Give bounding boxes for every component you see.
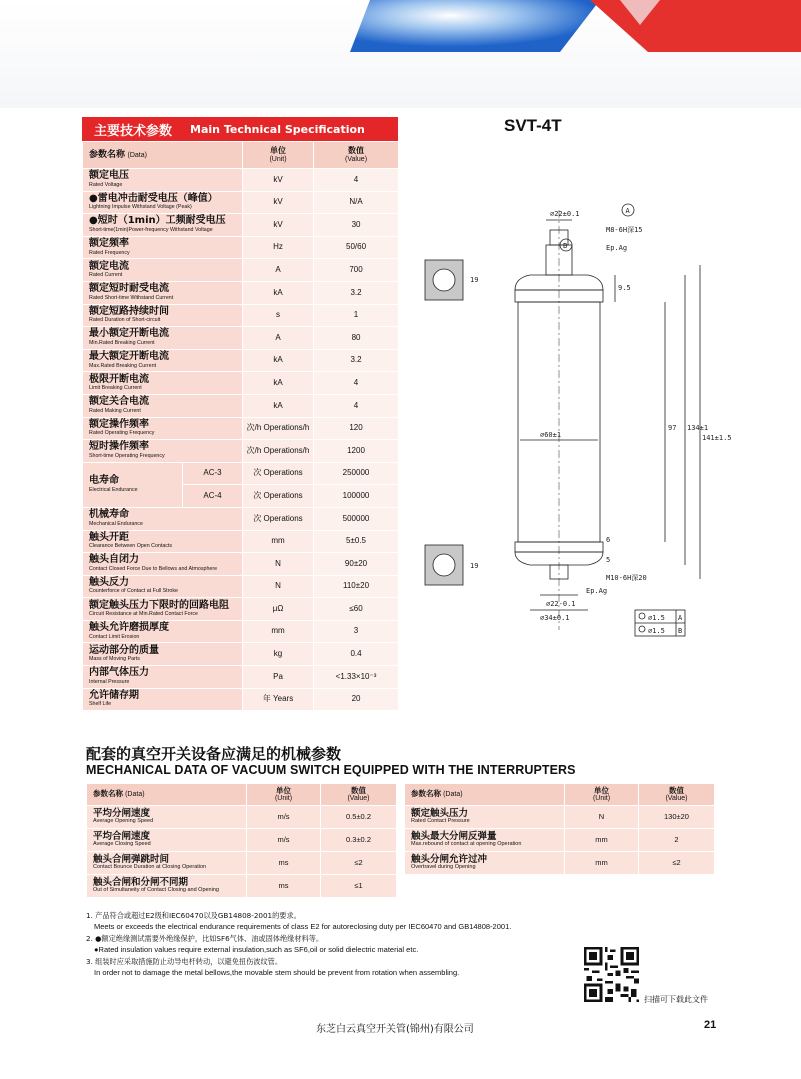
spec-elec-ac4-label: AC-4 bbox=[183, 485, 243, 508]
mech-left-col-value: 数值 (Value) bbox=[321, 784, 397, 806]
mech-row bbox=[87, 829, 397, 852]
mech-unit: ms bbox=[247, 852, 321, 875]
spec-rows-name: 最大额定开断电流 Max.Rated Breaking Current bbox=[83, 349, 243, 372]
spec-rows-name: 额定电压 Rated Voltage bbox=[83, 169, 243, 192]
spec-rows2-value: 90±20 bbox=[314, 553, 399, 576]
spec-rows-row bbox=[83, 394, 399, 417]
mech-row bbox=[87, 875, 397, 898]
spec-header-row bbox=[83, 142, 399, 169]
spec-rows2-value: 0.4 bbox=[314, 643, 399, 666]
spec-rows-unit: kV bbox=[243, 214, 314, 237]
spec-title-en: Main Technical Specification bbox=[190, 122, 365, 136]
mech-name: 额定触头压力 Rated Contact Pressure bbox=[405, 806, 565, 829]
spec-rows-row bbox=[83, 349, 399, 372]
spec-rows-unit: A bbox=[243, 259, 314, 282]
spec-rows2-name: 触头允许磨损厚度 Contact Limit Erosion bbox=[83, 620, 243, 643]
mech-unit: ms bbox=[247, 875, 321, 898]
mech-value: 2 bbox=[639, 829, 715, 852]
spec-rows2-row bbox=[83, 507, 399, 530]
notes bbox=[86, 910, 511, 978]
spec-rows2-name: 触头自闭力 Contact Closed Force Due to Bellows and Atmosphere bbox=[83, 553, 243, 576]
mech-title-cn: 配套的真空开关设备应满足的机械参数 bbox=[86, 745, 342, 763]
spec-col-param: 参数名称 (Data) bbox=[83, 142, 243, 169]
mech-row bbox=[405, 852, 715, 875]
mech-right-header bbox=[405, 784, 715, 806]
spec-rows-row bbox=[83, 259, 399, 282]
dim-d34: ⌀34±0.1 bbox=[540, 614, 570, 622]
dim-5: 5 bbox=[606, 556, 611, 564]
mech-unit: m/s bbox=[247, 829, 321, 852]
mech-unit: mm bbox=[565, 852, 639, 875]
spec-rows2-value: ≤60 bbox=[314, 598, 399, 621]
mech-value: 0.5±0.2 bbox=[321, 806, 397, 829]
spec-elec-ac4-unit: 次 Operations bbox=[243, 485, 314, 508]
mech-name: 触头合闸和分闸不同期 Out of Simultaneity of Contact Closing and Opening bbox=[87, 875, 247, 898]
top-banner bbox=[0, 0, 801, 108]
spec-rows2-name: 运动部分的质量 Mass of Moving Parts bbox=[83, 643, 243, 666]
dim-19-bottom: 19 bbox=[470, 562, 479, 570]
spec-rows2-name: 机械寿命 Mechanical Endurance bbox=[83, 507, 243, 530]
mech-unit: m/s bbox=[247, 806, 321, 829]
mech-row bbox=[87, 806, 397, 829]
spec-rows-name: ●雷电冲击耐受电压（峰值） Lightning Impulse Withstand Voltage (Peak) bbox=[83, 191, 243, 214]
mech-row bbox=[405, 806, 715, 829]
spec-rows2-row bbox=[83, 666, 399, 689]
spec-rows-value: 4 bbox=[314, 372, 399, 395]
dim-9-5: 9.5 bbox=[618, 284, 631, 292]
spec-rows-unit: kA bbox=[243, 372, 314, 395]
spec-rows2-name: 触头开距 Clearance Between Open Contacts bbox=[83, 530, 243, 553]
spec-rows-value: 4 bbox=[314, 169, 399, 192]
spec-rows-unit: 次/h Operations/h bbox=[243, 417, 314, 440]
ep-top: Ep.Ag bbox=[606, 244, 628, 252]
mech-left-header bbox=[87, 784, 397, 806]
spec-rows-name: ●短时（1min）工频耐受电压 Short-time(1min)Power-frequency Withstand Voltage bbox=[83, 214, 243, 237]
thread-top: M8-6H深15 bbox=[606, 226, 643, 234]
mech-name: 平均合闸速度 Average Closing Speed bbox=[87, 829, 247, 852]
dim-6: 6 bbox=[606, 536, 611, 544]
spec-rows-name: 额定频率 Rated Frequency bbox=[83, 236, 243, 259]
spec-col-unit: 单位 (Unit) bbox=[243, 142, 314, 169]
spec-rows-value: 120 bbox=[314, 417, 399, 440]
mech-value: 0.3±0.2 bbox=[321, 829, 397, 852]
datum-b-label: B bbox=[563, 242, 568, 250]
spec-elec-ac3-label: AC-3 bbox=[183, 462, 243, 485]
mech-row bbox=[87, 852, 397, 875]
dim-19-top: 19 bbox=[470, 276, 479, 284]
dim-d22-bottom: ⌀22-0.1 bbox=[546, 600, 576, 608]
dim-141: 141±1.5 bbox=[702, 434, 732, 442]
spec-rows-row bbox=[83, 327, 399, 350]
spec-rows-unit: kA bbox=[243, 349, 314, 372]
mech-left-col-param: 参数名称 (Data) bbox=[87, 784, 247, 806]
spec-rows-unit: s bbox=[243, 304, 314, 327]
spec-rows-row bbox=[83, 191, 399, 214]
spec-rows2-unit: kg bbox=[243, 643, 314, 666]
spec-rows2-unit: 年 Years bbox=[243, 688, 314, 711]
ep-bottom: Ep.Ag bbox=[586, 587, 608, 595]
spec-elec-ac3-value: 250000 bbox=[314, 462, 399, 485]
spec-rows-row bbox=[83, 236, 399, 259]
spec-rows-name: 额定短路持续时间 Rated Duration of Short-circuit bbox=[83, 304, 243, 327]
mech-row bbox=[405, 829, 715, 852]
mech-value: 130±20 bbox=[639, 806, 715, 829]
tol-b: B bbox=[678, 627, 683, 635]
mech-unit: mm bbox=[565, 829, 639, 852]
spec-rows-unit: A bbox=[243, 327, 314, 350]
spec-rows-value: 1200 bbox=[314, 440, 399, 463]
spec-rows-row bbox=[83, 214, 399, 237]
spec-rows-unit: kA bbox=[243, 394, 314, 417]
spec-rows2-row bbox=[83, 598, 399, 621]
spec-elec-ac4-value: 100000 bbox=[314, 485, 399, 508]
mech-name: 触头合闸弹跳时间 Contact Bounce Duration at Closing Operation bbox=[87, 852, 247, 875]
spec-rows-unit: 次/h Operations/h bbox=[243, 440, 314, 463]
model-name: SVT-4T bbox=[504, 116, 562, 135]
spec-rows2-value: 5±0.5 bbox=[314, 530, 399, 553]
spec-rows2-row bbox=[83, 575, 399, 598]
spec-rows2-name: 触头反力 Counterforce of Contact at Full Stroke bbox=[83, 575, 243, 598]
qr-code[interactable] bbox=[584, 947, 639, 1002]
spec-rows-name: 额定短时耐受电流 Rated Short-time Withstand Current bbox=[83, 281, 243, 304]
spec-rows2-row bbox=[83, 553, 399, 576]
spec-rows-name: 最小额定开断电流 Min.Rated Breaking Current bbox=[83, 327, 243, 350]
mech-title-en: MECHANICAL DATA OF VACUUM SWITCH EQUIPPED WITH THE INTERRUPTERS bbox=[86, 763, 576, 777]
spec-rows2-unit: mm bbox=[243, 620, 314, 643]
spec-rows2-row bbox=[83, 530, 399, 553]
spec-rows-value: 80 bbox=[314, 327, 399, 350]
mech-right-col-value: 数值 (Value) bbox=[639, 784, 715, 806]
spec-rows2-unit: 次 Operations bbox=[243, 507, 314, 530]
mech-table-right bbox=[404, 783, 715, 875]
note-1-en: Meets or exceeds the electrical endurance requirements of class E2 for autoreclosing duty per IEC60470 and GB14808-2001. bbox=[94, 922, 512, 932]
interrupter-drawing bbox=[410, 190, 732, 650]
mech-value: ≤2 bbox=[321, 852, 397, 875]
spec-rows2-value: 20 bbox=[314, 688, 399, 711]
dim-134: 134±1 bbox=[687, 424, 709, 432]
spec-rows2-value: 110±20 bbox=[314, 575, 399, 598]
spec-rows-value: 4 bbox=[314, 394, 399, 417]
company-name: 东芝白云真空开关管(锦州)有限公司 bbox=[316, 1024, 474, 1035]
spec-rows-row bbox=[83, 440, 399, 463]
spec-rows-name: 极限开断电流 Limit Breaking Current bbox=[83, 372, 243, 395]
spec-rows-row bbox=[83, 169, 399, 192]
tol-1: ⌀1.5 bbox=[648, 614, 665, 622]
spec-rows2-value: <1.33×10⁻³ bbox=[314, 666, 399, 689]
mech-name: 触头最大分闸反弹量 Max.rebound of contact at opening Operation bbox=[405, 829, 565, 852]
spec-col-value: 数值 (Value) bbox=[314, 142, 399, 169]
spec-rows-unit: kA bbox=[243, 281, 314, 304]
spec-table bbox=[82, 141, 399, 711]
spec-rows2-value: 3 bbox=[314, 620, 399, 643]
spec-rows-value: 700 bbox=[314, 259, 399, 282]
spec-rows2-row bbox=[83, 643, 399, 666]
mech-name: 触头分闸允许过冲 Overtravel during Opening bbox=[405, 852, 565, 875]
spec-rows-row bbox=[83, 304, 399, 327]
note-3-cn: 3. 组装时应采取措施防止动导电杆转动，以避免扭伤波纹管。 bbox=[86, 956, 283, 966]
spec-rows2-name: 允许储存期 Shelf Life bbox=[83, 688, 243, 711]
mech-value: ≤2 bbox=[639, 852, 715, 875]
tol-2: ⌀1.5 bbox=[648, 627, 665, 635]
spec-rows-value: 1 bbox=[314, 304, 399, 327]
note-3-en: In order not to damage the metal bellows,the movable stem should be prevent from rotation when assembling. bbox=[94, 968, 460, 978]
spec-rows-value: 3.2 bbox=[314, 349, 399, 372]
thread-bottom: M10-6H深20 bbox=[606, 574, 647, 582]
spec-rows2-name: 内部气体压力 Internal Pressure bbox=[83, 666, 243, 689]
qr-label: 扫描可下载此文件 bbox=[644, 995, 708, 1004]
spec-rows2-unit: Pa bbox=[243, 666, 314, 689]
spec-rows-value: 50/60 bbox=[314, 236, 399, 259]
mech-table-left bbox=[86, 783, 397, 898]
mech-right-col-unit: 单位 (Unit) bbox=[565, 784, 639, 806]
banner-graphic bbox=[0, 0, 801, 108]
dim-dia60: ⌀60±1 bbox=[540, 431, 562, 439]
spec-rows-row bbox=[83, 417, 399, 440]
spec-rows2-name: 额定触头压力下限时的回路电阻 Circuit Resistance at Min.Rated Contact Force bbox=[83, 598, 243, 621]
datum-a-label: A bbox=[625, 207, 630, 215]
spec-rows-name: 短时操作频率 Short-time Operating Frequency bbox=[83, 440, 243, 463]
note-2-cn: 2. ●额定绝缘测试需要外绝缘保护，比如SF6气体、油或固体绝缘材料等。 bbox=[86, 933, 324, 943]
spec-rows-unit: Hz bbox=[243, 236, 314, 259]
spec-rows2-unit: N bbox=[243, 553, 314, 576]
note-1-cn: 1. 产品符合或超过E2级和IEC60470以及GB14808-2001的要求。 bbox=[86, 911, 301, 920]
mech-left-col-unit: 单位 (Unit) bbox=[247, 784, 321, 806]
spec-elec-name: 电寿命 Electrical Endurance bbox=[83, 462, 183, 507]
mech-name: 平均分闸速度 Average Opening Speed bbox=[87, 806, 247, 829]
spec-rows-unit: kV bbox=[243, 169, 314, 192]
mech-unit: N bbox=[565, 806, 639, 829]
spec-rows2-row bbox=[83, 688, 399, 711]
note-2-en: ●Rated insulation values require external insulation,such as SF6,oil or solid dielectric material etc. bbox=[94, 945, 419, 955]
spec-rows2-unit: N bbox=[243, 575, 314, 598]
spec-rows-unit: kV bbox=[243, 191, 314, 214]
spec-rows-value: 3.2 bbox=[314, 281, 399, 304]
spec-rows-value: N/A bbox=[314, 191, 399, 214]
spec-rows-row bbox=[83, 372, 399, 395]
dim-d22-top: ⌀22±0.1 bbox=[550, 210, 580, 218]
mech-value: ≤1 bbox=[321, 875, 397, 898]
page-number: 21 bbox=[704, 1019, 717, 1031]
tol-a: A bbox=[678, 614, 683, 622]
spec-rows2-unit: mm bbox=[243, 530, 314, 553]
spec-rows-row bbox=[83, 281, 399, 304]
spec-rows-name: 额定电流 Rated Current bbox=[83, 259, 243, 282]
spec-elec-ac3-unit: 次 Operations bbox=[243, 462, 314, 485]
spec-rows2-unit: μΩ bbox=[243, 598, 314, 621]
spec-rows-name: 额定关合电流 Rated Making Current bbox=[83, 394, 243, 417]
mech-right-col-param: 参数名称 (Data) bbox=[405, 784, 565, 806]
spec-rows2-row bbox=[83, 620, 399, 643]
spec-title-bar bbox=[82, 117, 398, 141]
spec-row-elec-ac3 bbox=[83, 462, 399, 485]
spec-rows2-value: 500000 bbox=[314, 507, 399, 530]
spec-title-cn: 主要技术参数 bbox=[94, 123, 173, 139]
spec-rows-name: 额定操作频率 Rated Operating Frequency bbox=[83, 417, 243, 440]
spec-rows-value: 30 bbox=[314, 214, 399, 237]
dim-97: 97 bbox=[668, 424, 677, 432]
